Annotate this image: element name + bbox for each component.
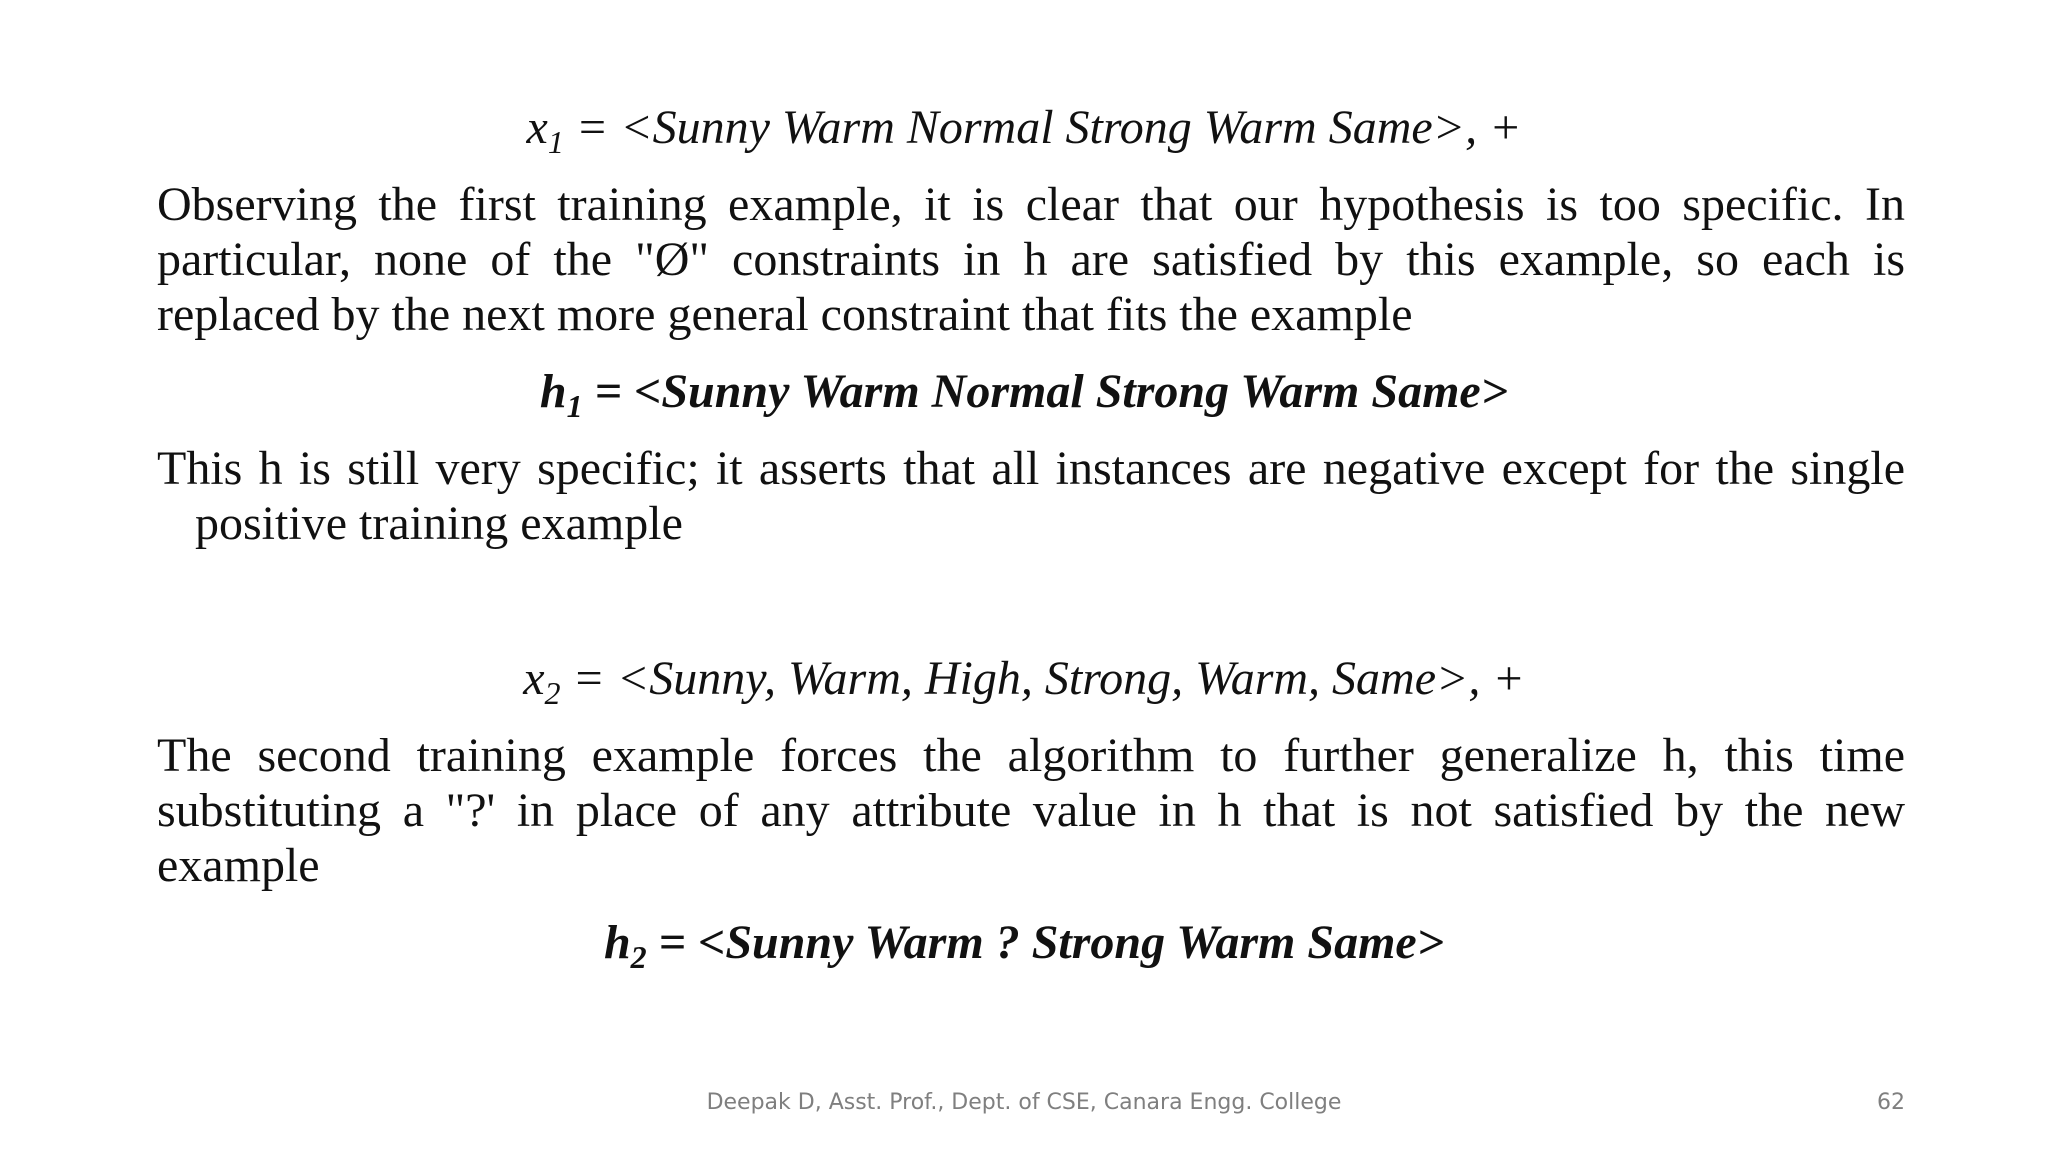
equation-subscript: 2: [544, 675, 561, 711]
paragraph-first-example: Observing the first training example, it is clear that our hypothesis is too specific. In particular, none of the "Ø" constraints in h are satisfied by this example, so each is replaced by the next more general constraint that fits the example: [157, 178, 1905, 341]
equation-variable: h: [603, 916, 631, 969]
paragraph-second-example: The second training example forces the algorithm to further generalize h, this time substituting a "?' in place of any attribute value in h that is not satisfied by the new example: [157, 729, 1905, 892]
equation-h2: [0, 915, 2048, 975]
equation-variable: x: [523, 652, 545, 705]
equation-h1: [0, 364, 2048, 424]
equation-value: = <Sunny Warm Normal Strong Warm Same>, +: [563, 101, 1522, 154]
page-number: 62: [1877, 1090, 1905, 1115]
equation-subscript: 1: [566, 388, 583, 424]
equation-subscript: 2: [630, 939, 647, 975]
footer-author: Deepak D, Asst. Prof., Dept. of CSE, Canara Engg. College: [706, 1090, 1342, 1115]
equation-variable: h: [539, 365, 567, 418]
equation-value: = <Sunny, Warm, High, Strong, Warm, Same>, +: [560, 652, 1525, 705]
equation-value: = <Sunny Warm Normal Strong Warm Same>: [582, 365, 1509, 418]
paragraph-h-specific: This h is still very specific; it asserts that all instances are negative except for the single positive training example: [157, 442, 1905, 550]
equation-variable: x: [526, 101, 548, 154]
equation-x1: [0, 100, 2048, 160]
equation-x2: [0, 651, 2048, 711]
equation-subscript: 1: [547, 124, 564, 160]
equation-value: = <Sunny Warm ? Strong Warm Same>: [646, 916, 1445, 969]
